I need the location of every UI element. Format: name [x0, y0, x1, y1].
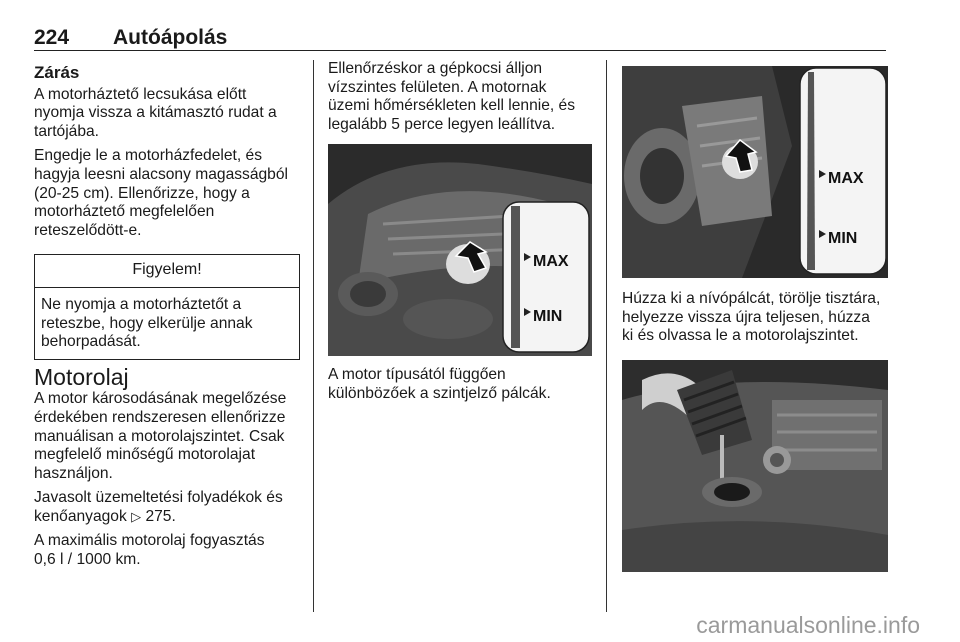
column-divider-right: [606, 60, 607, 612]
column-1: [34, 60, 300, 576]
paragraph-check-conditions: Ellenőrzéskor a gépkocsi álljon vízszintes felületen. A motornak üzemi hőmérsékleten kell lennie, és legalább 5 perce legyen leállítva.: [328, 60, 576, 133]
watermark: carmanualsonline.info: [696, 612, 920, 638]
max-label-2: MAX: [828, 170, 864, 187]
fluids-reference-text: Javasolt üzemeltetési folyadékok és kenőanyagok: [34, 489, 283, 525]
paragraph-oil-consumption: A maximális motorolaj fogyasztás 0,6 l / 1000 km.: [34, 532, 265, 569]
paragraph-hood-drop: Engedje le a motorházfedelet, és hagyja leesni alacsony magasságból (20-25 cm). Ellenőrizze, hogy a motorháztető megfelelően reteszelődött-e.: [34, 147, 288, 239]
subsection-title: Zárás: [34, 63, 80, 82]
paragraph-pull-dipstick: Húzza ki a nívópálcát, törölje tisztára, helyezze vissza újra teljesen, húzza ki és olvassa le a motorolajszintet.: [622, 290, 881, 345]
page-header: [34, 26, 886, 51]
paragraph-fluids-reference: [34, 489, 300, 526]
caution-box: [34, 254, 300, 359]
header-section-title: Autóápolás: [113, 26, 228, 49]
caution-text: Ne nyomja a motorháztetőt a reteszbe, hogy elkerülje annak behorpadását.: [41, 295, 253, 351]
min-label: MIN: [533, 308, 563, 326]
column-divider-left: [313, 60, 314, 612]
min-label-2: MIN: [828, 230, 858, 247]
column-2: [328, 60, 596, 410]
paragraph-oil-check: A motor károsodásának megelőzése érdekében rendszeresen ellenőrizze manuálisan a motorolajszintet. Csak megfelelő minőségű motorolajat használjon.: [34, 390, 287, 482]
paragraph-dipstick-types: A motor típusától függően különbözőek a szintjelző pálcák.: [328, 366, 551, 402]
engine-oil-filler-photo: [622, 360, 888, 572]
paragraph-hood-close: A motorháztető lecsukása előtt nyomja vissza a kitámasztó rudat a tartójába.: [34, 85, 277, 140]
engine-dipstick-photo: [328, 144, 592, 356]
caution-title: Figyelem!: [35, 255, 299, 288]
max-label: MAX: [533, 253, 569, 271]
page-reference-link[interactable]: 275.: [145, 507, 176, 525]
section-title: Motorolaj: [34, 363, 129, 390]
page-reference-icon: ▷: [131, 508, 142, 524]
column-3: [622, 60, 892, 572]
page-number: 224: [34, 26, 70, 49]
engine-dipstick-photo-2: [622, 66, 888, 278]
